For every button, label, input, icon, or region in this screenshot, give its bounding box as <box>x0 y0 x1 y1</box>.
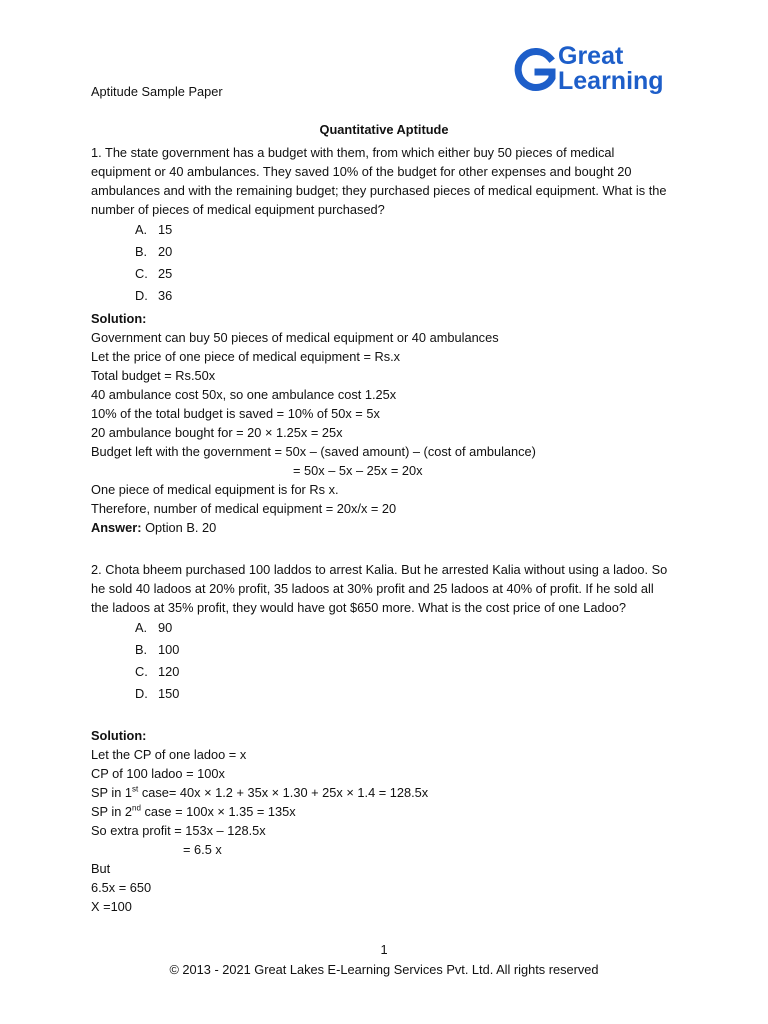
ordinal-suffix: st <box>132 784 139 794</box>
logo-g-icon <box>514 48 556 96</box>
option-letter: D. <box>135 288 148 303</box>
option-letter: A. <box>135 620 148 635</box>
copyright-notice: © 2013 - 2021 Great Lakes E-Learning Services Pvt. Ltd. All rights reserved <box>169 962 599 977</box>
option-value: 120 <box>158 664 180 679</box>
solution-line: Total budget = Rs.50x <box>91 368 216 383</box>
option-item <box>91 263 671 285</box>
solution-line: Therefore, number of medical equipment = 20x/x = 20 <box>91 501 397 516</box>
solution-line: Let the price of one piece of medical equipment = Rs.x <box>91 349 401 364</box>
option-value: 25 <box>158 266 173 281</box>
solution-line <box>91 802 671 821</box>
solution-line: 10% of the total budget is saved = 10% of 50x = 5x <box>91 406 380 421</box>
option-item <box>91 241 671 263</box>
solution-line: Government can buy 50 pieces of medical equipment or 40 ambulances <box>91 330 499 345</box>
solution-label: Solution: <box>91 311 147 326</box>
solution-line: 40 ambulance cost 50x, so one ambulance cost 1.25x <box>91 387 397 402</box>
paper-title: Aptitude Sample Paper <box>91 84 223 99</box>
option-value: 15 <box>158 222 173 237</box>
answer-value: Option B. 20 <box>145 520 217 535</box>
option-letter: C. <box>135 664 148 679</box>
solution-1 <box>91 309 671 537</box>
solution-text: case = 100x × 1.35 = 135x <box>140 804 296 819</box>
solution-line: X =100 <box>91 899 132 914</box>
option-item <box>91 285 671 307</box>
option-letter: C. <box>135 266 148 281</box>
option-value: 20 <box>158 244 173 259</box>
option-value: 150 <box>158 686 180 701</box>
question-2 <box>91 560 671 705</box>
question-2-options <box>91 617 671 705</box>
solution-text: case= 40x × 1.2 + 35x × 1.30 + 25x × 1.4 = 128.5x <box>138 785 429 800</box>
solution-line: One piece of medical equipment is for Rs x. <box>91 482 339 497</box>
solution-text: SP in 1 <box>91 785 133 800</box>
section-title: Quantitative Aptitude <box>319 122 449 137</box>
solution-line <box>91 783 671 802</box>
solution-line: = 6.5 x <box>183 842 222 857</box>
solution-line: = 50x – 5x – 25x = 20x <box>293 463 423 478</box>
option-value: 90 <box>158 620 173 635</box>
solution-2 <box>91 726 671 916</box>
solution-text: SP in 2 <box>91 804 133 819</box>
solution-line: 20 ambulance bought for = 20 × 1.25x = 25x <box>91 425 343 440</box>
solution-line: 6.5x = 650 <box>91 880 152 895</box>
great-learning-logo <box>514 44 684 102</box>
option-value: 36 <box>158 288 173 303</box>
option-item <box>91 661 671 683</box>
solution-line: Let the CP of one ladoo = x <box>91 747 247 762</box>
option-item <box>91 219 671 241</box>
option-letter: B. <box>135 642 148 657</box>
question-2-text: 2. Chota bheem purchased 100 laddos to arrest Kalia. But he arrested Kalia without using a ladoo. So he sold 40 ladoos at 20% profit, 35 ladoos at 30% profit and 25 ladoos at 40% of profit. If he sold all the ladoos at 35% profit, they would have got $650 more. What is the cost price of one Ladoo? <box>91 562 668 615</box>
option-letter: B. <box>135 244 148 259</box>
option-letter: D. <box>135 686 148 701</box>
option-value: 100 <box>158 642 180 657</box>
logo-line-1: Great <box>558 42 624 70</box>
solution-label: Solution: <box>91 728 147 743</box>
solution-line: But <box>91 861 111 876</box>
question-1 <box>91 143 671 307</box>
answer-label: Answer: <box>91 520 142 535</box>
answer-line <box>91 518 671 537</box>
logo-line-2: Learning <box>558 67 664 95</box>
solution-line: So extra profit = 153x – 128.5x <box>91 823 266 838</box>
page-number: 1 <box>380 942 388 957</box>
option-item <box>91 683 671 705</box>
solution-line: CP of 100 ladoo = 100x <box>91 766 225 781</box>
solution-line: Budget left with the government = 50x – (saved amount) – (cost of ambulance) <box>91 444 536 459</box>
option-item <box>91 639 671 661</box>
ordinal-suffix: nd <box>132 803 141 813</box>
option-item <box>91 617 671 639</box>
option-letter: A. <box>135 222 148 237</box>
logo-wordmark <box>558 44 664 94</box>
question-1-options <box>91 219 671 307</box>
question-1-text: 1. The state government has a budget with them, from which either buy 50 pieces of medical equipment or 40 ambulances. They saved 10% of the budget for other expenses and bought 20 ambulances and with the remaining budget; they purchased pieces of medical equipment. What is the number of pieces of medical equipment purchased? <box>91 145 667 217</box>
